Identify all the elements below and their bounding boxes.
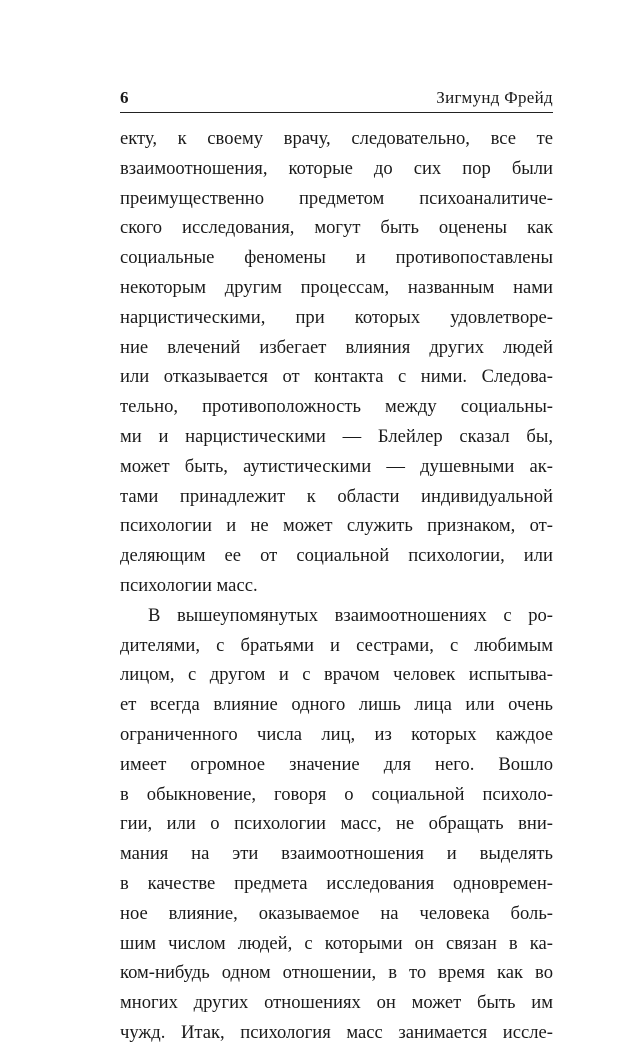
text-line: в качестве предмета исследования одновремен- [120,872,553,894]
text-line: социальные феномены и противопоставлены [120,247,553,269]
text-line: преимущественно предметом психоаналитиче- [120,187,553,209]
page-number: 6 [120,88,129,107]
body-text [120,124,553,1048]
text-line: деляющим ее от социальной психологии, или [120,545,553,567]
text-line: взаимоотношения, которые до сих пор были [120,157,553,179]
text-line: нарцистическими, при которых удовлетворе- [120,306,553,328]
text-line: тами принадлежит к области индивидуальной [120,485,553,507]
text-line: ограниченного числа лиц, из которых каждое [120,723,553,745]
text-line: В вышеупомянутых взаимоотношениях с ро- [148,604,553,626]
text-line: имеет огромное значение для него. Вошло [120,753,553,775]
text-line: некоторым другим процессам, названным нами [120,276,553,298]
text-line: шим числом людей, с которыми он связан в ка- [120,932,553,954]
text-line: или отказывается от контакта с ними. Следова- [120,366,553,388]
running-head-author: Зигмунд Фрейд [436,88,553,107]
text-line: чужд. Итак, психология масс занимается иссле- [120,1021,553,1043]
text-line: ное влияние, оказываемое на человека боль- [120,902,553,924]
text-line: может быть, аутистическими — душевными ак- [120,455,553,477]
text-line: ского исследования, могут быть оценены как [120,217,553,239]
text-line: многих других отношениях он может быть им [120,992,553,1014]
text-line: екту, к своему врачу, следовательно, все те [120,128,553,149]
text-line: ние влечений избегает влияния других людей [120,336,553,358]
text-line: тельно, противоположность между социальны- [120,396,553,418]
paragraph [120,124,553,601]
page-header [120,84,553,113]
text-line: дителями, с братьями и сестрами, с любимым [120,634,553,656]
text-line: мания на эти взаимоотношения и выделять [120,843,553,865]
text-line: ком-нибудь одном отношении, в то время как во [120,962,553,984]
text-line: ми и нарцистическими — Блейлер сказал бы, [120,425,553,447]
text-line: психологии масс. [120,574,258,596]
text-line: психологии и не может служить признаком, от- [120,515,553,537]
text-line: ет всегда влияние одного лишь лица или очень [120,694,553,716]
paragraph [120,601,553,1048]
text-line: в обыкновение, говоря о социальной психоло- [120,783,553,805]
text-line: гии, или о психологии масс, не обращать вни- [120,813,553,835]
text-line: лицом, с другом и с врачом человек испытыва- [120,664,553,686]
